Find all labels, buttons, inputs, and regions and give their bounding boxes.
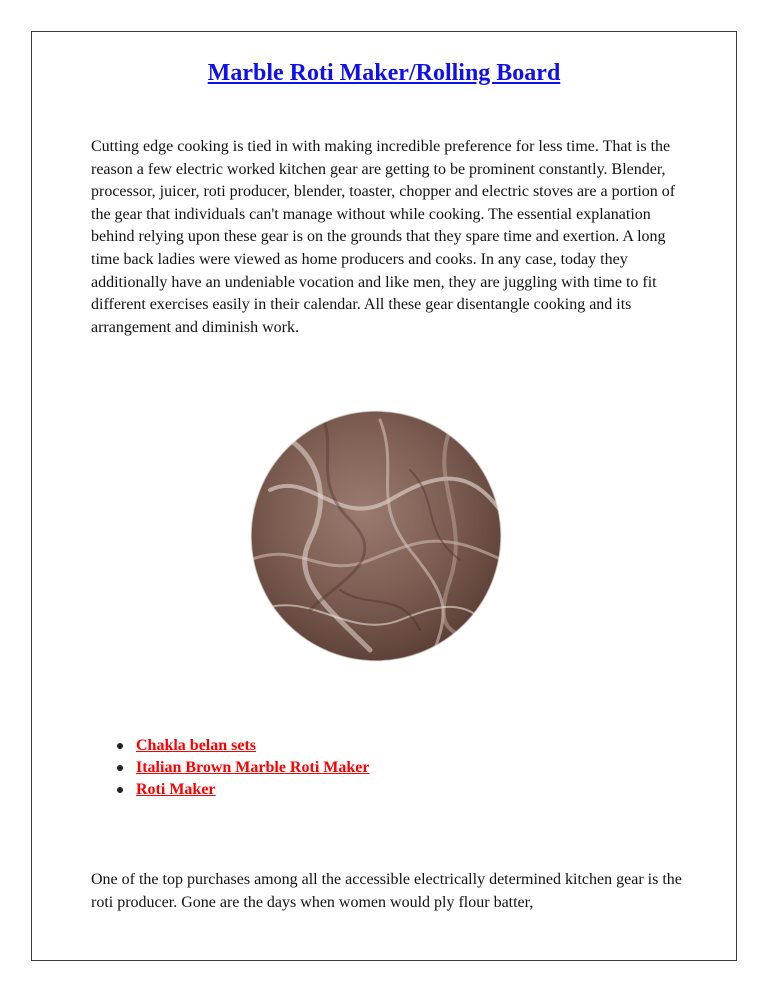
link-roti-maker[interactable]: Roti Maker (136, 781, 216, 798)
intro-paragraph: Cutting edge cooking is tied in with making incredible preference for less time. That is the reason a few electric worked kitchen gear are getting to be prominent constantly. Blender, processor, juicer, roti producer, blender, toaster, chopper and electric stoves are a portion of the gear that individuals can't manage without while cooking. The essential explanation behind relying upon these gear is on the grounds that they spare time and exertion. A long time back ladies were viewed as home producers and cooks. In any case, today they additionally have an undeniable vocation and like men, they are juggling with time to fit different exercises easily in their calendar. All these gear disentangle cooking and its arrangement and diminish work. (91, 138, 676, 336)
link-list (101, 735, 369, 801)
link-chakla-belan-sets[interactable]: Chakla belan sets (136, 737, 257, 754)
list-item (101, 757, 369, 779)
list-item (101, 735, 369, 757)
list-item (101, 779, 369, 801)
marble-rolling-board-image (250, 410, 502, 662)
second-paragraph: One of the top purchases among all the accessible electrically determined kitchen gear is the roti producer. Gone are the days when women would ply flour batter, (91, 871, 682, 911)
title-link[interactable]: Marble Roti Maker/Rolling Board (207, 60, 561, 86)
page-title (0, 60, 768, 87)
link-italian-brown-marble-roti-maker[interactable]: Italian Brown Marble Roti Maker (136, 759, 370, 776)
